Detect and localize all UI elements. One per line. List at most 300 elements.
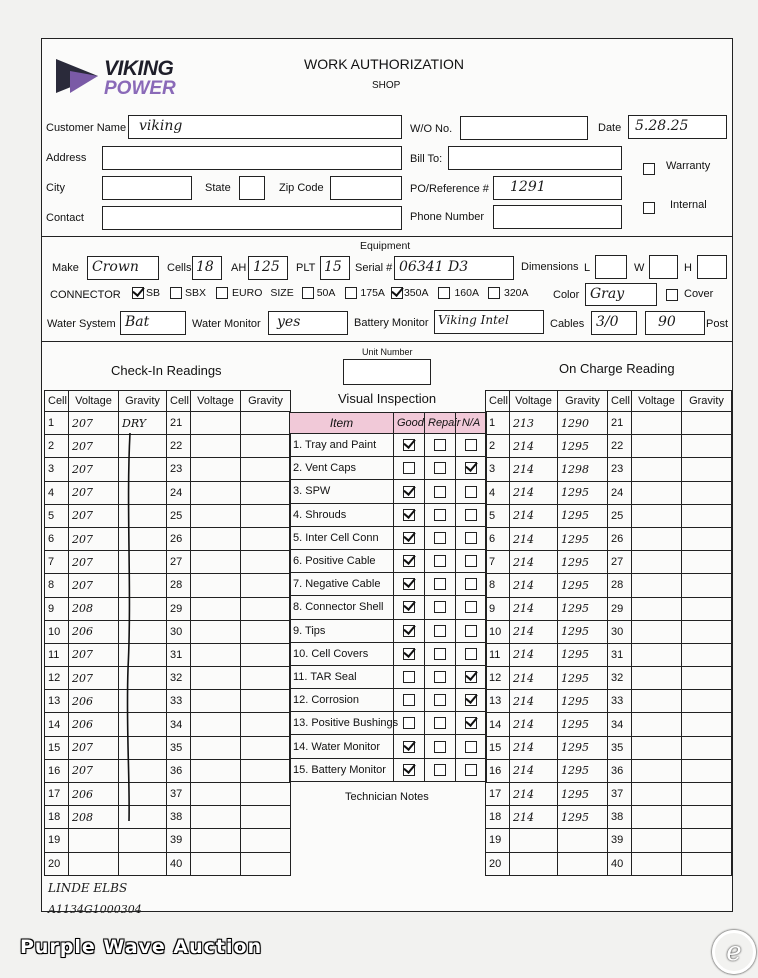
dim-h-field[interactable] (697, 255, 727, 279)
gravity-cell[interactable]: 1295 (558, 435, 608, 458)
battery-monitor-label: Battery Monitor (354, 317, 429, 329)
connector-option-size (268, 287, 293, 299)
battery-monitor-field[interactable] (434, 310, 544, 334)
cell-number: 13 (486, 690, 510, 713)
city-field[interactable] (102, 176, 192, 200)
unit-number-field[interactable] (343, 359, 431, 385)
watermark-text: Purple Wave Auction (20, 936, 263, 958)
cell-number: 35 (608, 736, 632, 759)
table-row (45, 643, 291, 666)
inspection-item-label: 9. Tips (290, 619, 394, 642)
voltage-cell[interactable]: 214 (510, 551, 558, 574)
voltage-cell[interactable]: 214 (510, 527, 558, 550)
voltage-cell[interactable]: 207 (69, 527, 119, 550)
voltage-cell[interactable] (191, 481, 241, 504)
connector-checkbox[interactable] (132, 287, 144, 299)
voltage-cell[interactable]: 214 (510, 435, 558, 458)
voltage-cell[interactable] (191, 435, 241, 458)
gravity-cell[interactable] (682, 829, 732, 852)
gravity-cell[interactable] (241, 435, 291, 458)
voltage-cell[interactable] (191, 643, 241, 666)
inspection-repair-checkbox[interactable] (434, 462, 446, 474)
connector-option-50a[interactable] (302, 287, 336, 299)
connector-option-sbx[interactable] (170, 287, 206, 299)
cover-checkbox[interactable] (666, 289, 678, 301)
inspection-good-checkbox[interactable] (403, 509, 415, 521)
voltage-cell[interactable] (191, 829, 241, 852)
gravity-cell[interactable] (682, 690, 732, 713)
inspection-na-checkbox[interactable] (465, 717, 477, 729)
gravity-cell[interactable]: 1290 (558, 412, 608, 435)
inspection-item-label: 7. Negative Cable (290, 573, 394, 596)
inspection-na-checkbox[interactable] (465, 532, 477, 544)
voltage-cell[interactable]: 207 (69, 458, 119, 481)
gravity-cell[interactable] (241, 829, 291, 852)
voltage-cell[interactable]: 207 (69, 435, 119, 458)
voltage-cell[interactable] (632, 713, 682, 736)
voltage-cell[interactable]: 214 (510, 620, 558, 643)
table-row (45, 481, 291, 504)
cell-number: 9 (486, 597, 510, 620)
checkin-title: Check-In Readings (111, 363, 222, 378)
gravity-cell[interactable] (682, 643, 732, 666)
cables-value-1: 3/0 (596, 314, 619, 330)
voltage-cell[interactable] (632, 527, 682, 550)
voltage-cell[interactable] (632, 667, 682, 690)
voltage-cell[interactable]: 206 (69, 620, 119, 643)
voltage-cell[interactable]: 207 (69, 574, 119, 597)
inspection-na-checkbox[interactable] (465, 671, 477, 683)
voltage-cell[interactable]: 214 (510, 759, 558, 782)
inspection-good-checkbox[interactable] (403, 671, 415, 683)
internal-checkbox[interactable] (643, 202, 655, 214)
cell-number: 4 (486, 481, 510, 504)
voltage-cell[interactable]: 214 (510, 806, 558, 829)
voltage-cell[interactable]: 208 (69, 597, 119, 620)
cell-number: 20 (45, 852, 69, 875)
inspection-repair-checkbox[interactable] (434, 648, 446, 660)
connector-checkbox[interactable] (438, 287, 450, 299)
gravity-cell[interactable] (241, 852, 291, 875)
voltage-cell[interactable] (632, 574, 682, 597)
gravity-cell[interactable]: 1295 (558, 597, 608, 620)
inspection-row (290, 642, 487, 665)
inspection-repair-cell (425, 549, 456, 572)
voltage-cell[interactable]: 214 (510, 458, 558, 481)
inspection-item-label: 14. Water Monitor (290, 735, 394, 758)
gravity-cell[interactable] (682, 504, 732, 527)
date-value: 5.28.25 (635, 118, 689, 134)
voltage-cell[interactable] (632, 412, 682, 435)
inspection-na-checkbox[interactable] (465, 486, 477, 498)
gravity-cell[interactable]: 1295 (558, 574, 608, 597)
gravity-cell[interactable]: 1295 (558, 759, 608, 782)
voltage-cell[interactable]: 214 (510, 713, 558, 736)
voltage-cell[interactable] (191, 551, 241, 574)
cell-number: 23 (167, 458, 191, 481)
connector-option-label: SBX (185, 287, 207, 299)
gravity-cell[interactable] (682, 667, 732, 690)
gravity-cell[interactable] (682, 458, 732, 481)
inspection-repair-checkbox[interactable] (434, 555, 446, 567)
voltage-cell[interactable]: 214 (510, 667, 558, 690)
inspection-repair-cell (425, 758, 456, 781)
connector-checkbox[interactable] (170, 287, 182, 299)
table-row (45, 783, 291, 806)
inspection-good-checkbox[interactable] (403, 601, 415, 613)
voltage-cell[interactable]: 206 (69, 783, 119, 806)
voltage-cell[interactable]: 206 (69, 690, 119, 713)
inspection-good-checkbox[interactable] (403, 439, 415, 451)
inspection-na-checkbox[interactable] (465, 462, 477, 474)
gravity-cell[interactable] (241, 504, 291, 527)
cell-number: 12 (45, 667, 69, 690)
voltage-cell[interactable]: 207 (69, 667, 119, 690)
water-system-field[interactable] (120, 311, 186, 335)
voltage-cell[interactable] (191, 458, 241, 481)
dim-l-field[interactable] (595, 255, 627, 279)
gravity-cell[interactable] (241, 527, 291, 550)
gravity-cell[interactable] (558, 829, 608, 852)
voltage-cell[interactable]: 207 (69, 504, 119, 527)
cell-number: 6 (45, 527, 69, 550)
connector-checkbox[interactable] (391, 287, 403, 299)
voltage-cell[interactable]: 208 (69, 806, 119, 829)
connector-option-euro[interactable] (216, 287, 262, 299)
inspection-repair-checkbox[interactable] (434, 717, 446, 729)
gravity-cell[interactable]: 1295 (558, 783, 608, 806)
inspection-repair-checkbox[interactable] (434, 532, 446, 544)
po-label: PO/Reference # (410, 183, 489, 195)
inspection-na-checkbox[interactable] (465, 509, 477, 521)
voltage-cell[interactable]: 206 (69, 713, 119, 736)
plt-label: PLT (296, 262, 316, 274)
gravity-cell[interactable] (682, 852, 732, 875)
inspection-repair-checkbox[interactable] (434, 509, 446, 521)
warranty-checkbox[interactable] (643, 163, 655, 175)
inspection-repair-checkbox[interactable] (434, 601, 446, 613)
gravity-cell[interactable] (241, 481, 291, 504)
po-field[interactable] (493, 176, 622, 200)
voltage-cell[interactable]: 207 (69, 481, 119, 504)
make-field[interactable] (87, 256, 159, 280)
inspection-repair-checkbox[interactable] (434, 578, 446, 590)
gravity-cell[interactable] (241, 759, 291, 782)
gravity-cell[interactable] (241, 806, 291, 829)
inspection-repair-checkbox[interactable] (434, 694, 446, 706)
inspection-na-cell (456, 689, 487, 712)
inspection-repair-checkbox[interactable] (434, 741, 446, 753)
cell-number: 14 (486, 713, 510, 736)
gravity-cell[interactable] (241, 597, 291, 620)
gravity-cell[interactable] (241, 667, 291, 690)
gravity-cell[interactable] (241, 690, 291, 713)
cell-number: 22 (167, 435, 191, 458)
inspection-repair-checkbox[interactable] (434, 486, 446, 498)
contact-field[interactable] (102, 206, 402, 230)
gravity-cell[interactable]: 1295 (558, 667, 608, 690)
state-field[interactable] (239, 176, 265, 200)
gravity-cell[interactable]: DRY (119, 412, 167, 435)
inspection-good-checkbox[interactable] (403, 578, 415, 590)
gravity-cell[interactable] (241, 412, 291, 435)
connector-option-label: 160A (454, 287, 479, 299)
wo-field[interactable] (460, 116, 588, 140)
voltage-cell[interactable] (191, 783, 241, 806)
inspection-na-cell (456, 712, 487, 735)
voltage-cell[interactable] (191, 759, 241, 782)
inspection-row (290, 758, 487, 781)
gravity-cell[interactable] (241, 620, 291, 643)
voltage-cell[interactable] (632, 783, 682, 806)
table-row (45, 806, 291, 829)
address-field[interactable] (102, 146, 402, 170)
voltage-cell[interactable] (191, 527, 241, 550)
voltage-cell[interactable] (632, 829, 682, 852)
connector-option-160a[interactable] (438, 287, 479, 299)
connector-checkbox[interactable] (488, 287, 500, 299)
gravity-cell[interactable]: 1295 (558, 527, 608, 550)
connector-option-sb[interactable] (132, 287, 160, 299)
voltage-cell[interactable] (632, 759, 682, 782)
voltage-cell[interactable] (191, 736, 241, 759)
inspection-na-checkbox[interactable] (465, 578, 477, 590)
voltage-cell[interactable]: 207 (69, 643, 119, 666)
table-row (486, 527, 732, 550)
cell-number: 34 (167, 713, 191, 736)
inspection-good-checkbox[interactable] (403, 486, 415, 498)
inspection-good-cell (394, 642, 425, 665)
voltage-cell[interactable] (632, 504, 682, 527)
voltage-cell[interactable]: 207 (69, 551, 119, 574)
gravity-cell[interactable]: 1298 (558, 458, 608, 481)
ah-field[interactable] (248, 256, 288, 280)
inspection-na-cell (456, 503, 487, 526)
connector-checkbox[interactable] (345, 287, 357, 299)
gravity-cell[interactable] (241, 574, 291, 597)
voltage-cell[interactable] (191, 574, 241, 597)
voltage-cell[interactable] (191, 806, 241, 829)
inspection-good-cell (394, 480, 425, 503)
connector-checkbox[interactable] (216, 287, 228, 299)
customer-name-value: viking (139, 118, 183, 134)
inspection-repair-checkbox[interactable] (434, 439, 446, 451)
gravity-cell[interactable] (119, 829, 167, 852)
inspection-good-checkbox[interactable] (403, 555, 415, 567)
gravity-cell[interactable] (682, 736, 732, 759)
inspection-good-checkbox[interactable] (403, 764, 415, 776)
gravity-cell[interactable] (682, 783, 732, 806)
inspection-na-checkbox[interactable] (465, 439, 477, 451)
billto-field[interactable] (448, 146, 622, 170)
serial-field[interactable] (394, 256, 514, 280)
table-row (45, 620, 291, 643)
gravity-cell[interactable] (241, 551, 291, 574)
gravity-cell[interactable] (241, 458, 291, 481)
inspection-good-cell (394, 619, 425, 642)
voltage-cell[interactable]: 214 (510, 783, 558, 806)
voltage-cell[interactable]: 214 (510, 597, 558, 620)
voltage-cell[interactable]: 213 (510, 412, 558, 435)
voltage-cell[interactable] (632, 806, 682, 829)
voltage-cell[interactable] (632, 690, 682, 713)
table-row (486, 574, 732, 597)
voltage-cell[interactable] (632, 852, 682, 875)
gravity-cell[interactable] (682, 713, 732, 736)
table-row (45, 829, 291, 852)
gravity-cell[interactable] (682, 620, 732, 643)
cell-number: 30 (608, 620, 632, 643)
gravity-cell[interactable] (682, 806, 732, 829)
color-field[interactable] (585, 283, 657, 306)
voltage-cell[interactable] (191, 852, 241, 875)
inspection-na-checkbox[interactable] (465, 555, 477, 567)
connector-option-350a[interactable] (391, 287, 429, 299)
connector-option-175a[interactable] (345, 287, 385, 299)
voltage-cell[interactable] (69, 852, 119, 875)
voltage-cell[interactable] (191, 713, 241, 736)
voltage-cell[interactable]: 214 (510, 690, 558, 713)
voltage-cell[interactable] (632, 736, 682, 759)
gravity-cell[interactable] (682, 412, 732, 435)
inspection-item-label: 3. SPW (290, 480, 394, 503)
column-header: Gravity (558, 391, 608, 412)
inspection-repair-checkbox[interactable] (434, 671, 446, 683)
cell-number: 3 (486, 458, 510, 481)
cells-field[interactable] (192, 256, 222, 280)
inspection-header-row (290, 413, 487, 434)
cell-number: 6 (486, 527, 510, 550)
gravity-cell[interactable]: 1295 (558, 806, 608, 829)
zip-field[interactable] (330, 176, 402, 200)
voltage-cell[interactable]: 207 (69, 736, 119, 759)
gravity-cell[interactable] (682, 435, 732, 458)
gravity-cell[interactable]: 1295 (558, 551, 608, 574)
inspection-na-checkbox[interactable] (465, 601, 477, 613)
date-field[interactable] (628, 115, 727, 139)
voltage-cell[interactable] (632, 620, 682, 643)
gravity-cell[interactable]: 1295 (558, 736, 608, 759)
voltage-cell[interactable] (632, 435, 682, 458)
voltage-cell[interactable] (191, 504, 241, 527)
gravity-cell[interactable]: 1295 (558, 690, 608, 713)
inspection-na-checkbox[interactable] (465, 764, 477, 776)
gravity-cell[interactable] (558, 852, 608, 875)
cell-number: 37 (167, 783, 191, 806)
gravity-cell[interactable] (682, 481, 732, 504)
inspection-na-cell (456, 735, 487, 758)
voltage-cell[interactable] (510, 852, 558, 875)
voltage-cell[interactable] (632, 458, 682, 481)
cell-number: 38 (167, 806, 191, 829)
gravity-cell[interactable] (241, 783, 291, 806)
gravity-cell[interactable] (682, 551, 732, 574)
voltage-cell[interactable] (191, 690, 241, 713)
inspection-repair-checkbox[interactable] (434, 764, 446, 776)
voltage-cell[interactable] (510, 829, 558, 852)
inspection-good-cell (394, 434, 425, 457)
inspection-good-checkbox[interactable] (403, 741, 415, 753)
connector-checkbox[interactable] (302, 287, 314, 299)
cables-field-1[interactable] (591, 311, 637, 335)
inspection-good-checkbox[interactable] (403, 648, 415, 660)
inspection-good-checkbox[interactable] (403, 717, 415, 729)
inspection-repair-cell (425, 665, 456, 688)
inspection-good-checkbox[interactable] (403, 625, 415, 637)
gravity-cell[interactable] (241, 736, 291, 759)
cables-field-2[interactable] (645, 311, 705, 335)
voltage-cell[interactable]: 207 (69, 412, 119, 435)
voltage-cell[interactable] (191, 597, 241, 620)
inspection-good-checkbox[interactable] (403, 532, 415, 544)
column-header: Gravity (241, 391, 291, 412)
voltage-cell[interactable] (191, 412, 241, 435)
water-monitor-field[interactable] (268, 311, 348, 335)
make-value: Crown (92, 259, 139, 275)
phone-field[interactable] (493, 205, 622, 229)
gravity-cell[interactable]: 1295 (558, 481, 608, 504)
gravity-cell[interactable]: 1295 (558, 713, 608, 736)
voltage-cell[interactable]: 214 (510, 574, 558, 597)
inspection-na-checkbox[interactable] (465, 648, 477, 660)
inspection-repair-cell (425, 526, 456, 549)
cell-number: 17 (45, 783, 69, 806)
voltage-cell[interactable]: 214 (510, 481, 558, 504)
gravity-cell[interactable] (241, 643, 291, 666)
inspection-item-label: 11. TAR Seal (290, 665, 394, 688)
inspection-row (290, 549, 487, 572)
voltage-cell[interactable]: 214 (510, 504, 558, 527)
gravity-cell[interactable] (682, 597, 732, 620)
voltage-cell[interactable] (191, 620, 241, 643)
inspection-good-cell (394, 712, 425, 735)
gravity-cell[interactable] (682, 759, 732, 782)
inspection-repair-checkbox[interactable] (434, 625, 446, 637)
voltage-cell[interactable]: 214 (510, 736, 558, 759)
connector-option-320a[interactable] (488, 287, 529, 299)
inspection-na-checkbox[interactable] (465, 741, 477, 753)
inspection-good-checkbox[interactable] (403, 462, 415, 474)
inspection-na-checkbox[interactable] (465, 694, 477, 706)
cell-number: 2 (486, 435, 510, 458)
cell-number: 32 (167, 667, 191, 690)
gravity-cell[interactable] (241, 713, 291, 736)
gravity-cell[interactable]: 1295 (558, 620, 608, 643)
plt-field[interactable] (320, 256, 350, 280)
cell-number: 16 (45, 759, 69, 782)
customer-name-field[interactable] (128, 115, 402, 139)
dim-w-field[interactable] (649, 255, 678, 279)
gravity-cell[interactable] (119, 852, 167, 875)
inspection-good-checkbox[interactable] (403, 694, 415, 706)
gravity-cell[interactable]: 1295 (558, 643, 608, 666)
voltage-cell[interactable]: 214 (510, 643, 558, 666)
gravity-cell[interactable] (682, 574, 732, 597)
voltage-cell[interactable]: 207 (69, 759, 119, 782)
voltage-cell[interactable] (632, 597, 682, 620)
inspection-good-cell (394, 457, 425, 480)
note-line-1: LINDE ELBS (48, 881, 128, 895)
gravity-cell[interactable] (682, 527, 732, 550)
inspection-na-checkbox[interactable] (465, 625, 477, 637)
voltage-cell[interactable] (191, 667, 241, 690)
inspection-good-cell (394, 596, 425, 619)
voltage-cell[interactable] (632, 551, 682, 574)
gravity-cell[interactable]: 1295 (558, 504, 608, 527)
voltage-cell[interactable] (632, 481, 682, 504)
voltage-cell[interactable] (69, 829, 119, 852)
voltage-cell[interactable] (632, 643, 682, 666)
